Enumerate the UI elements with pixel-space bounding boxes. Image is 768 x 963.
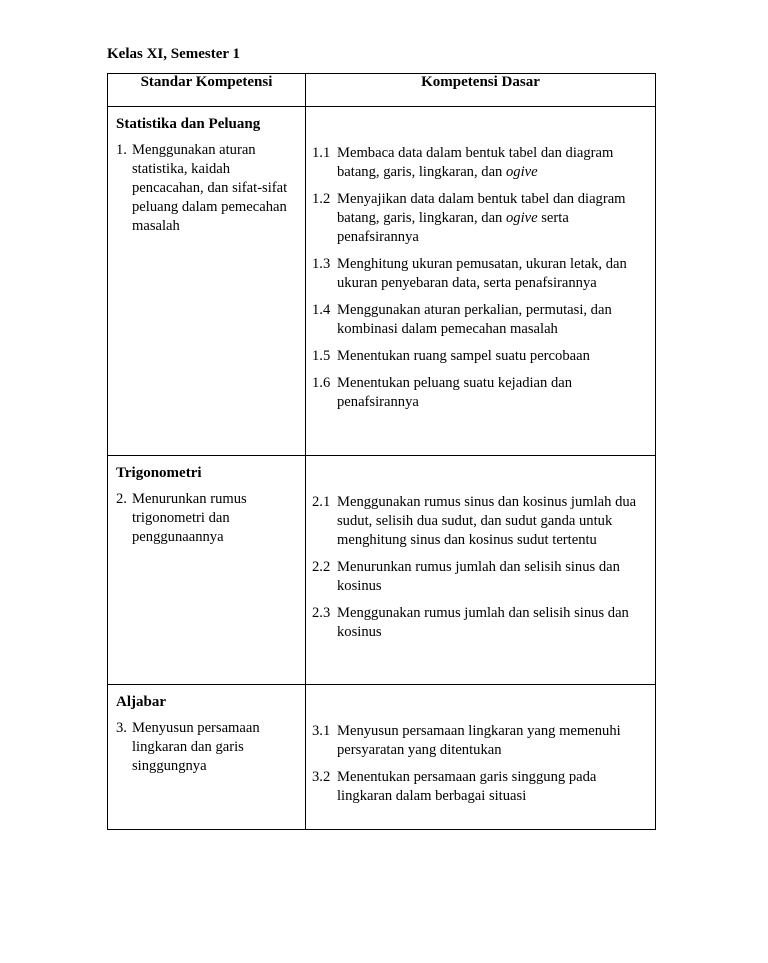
standar-number: 2. bbox=[116, 491, 127, 507]
kd-text-main: Membaca data dalam bentuk tabel dan diagram batang, garis, lingkaran, dan bbox=[337, 145, 614, 180]
kd-text bbox=[337, 190, 649, 247]
kd-text-italic: ogive bbox=[506, 210, 538, 226]
standar-item bbox=[116, 719, 305, 776]
kd-text: Menggunakan rumus sinus dan kosinus jumlah dua sudut, selisih dua sudut, dan sudut ganda untuk menghitung sinus dan kosinus sudut tertentu bbox=[337, 494, 637, 548]
section-title: Statistika dan Peluang bbox=[116, 116, 261, 132]
kd-text-after: serta penafsirannya bbox=[337, 210, 569, 245]
page-heading: Kelas XI, Semester 1 bbox=[107, 46, 241, 62]
kd-item bbox=[312, 190, 649, 247]
header-row bbox=[108, 74, 656, 107]
kd-number: 3.1 bbox=[312, 723, 331, 739]
standar-item bbox=[116, 490, 305, 547]
competency-table bbox=[107, 73, 656, 830]
dasar-cell bbox=[306, 456, 656, 685]
kd-number: 3.2 bbox=[312, 769, 331, 785]
kd-item bbox=[312, 558, 649, 596]
standar-cell bbox=[108, 456, 306, 685]
standar-number: 1. bbox=[116, 142, 127, 158]
kd-item bbox=[312, 722, 649, 760]
standar-text: Menggunakan aturan statistika, kaidah pencacahan, dan sifat-sifat peluang dalam pemecahan masalah bbox=[132, 142, 288, 234]
kd-item bbox=[312, 493, 649, 550]
kd-item bbox=[312, 768, 649, 806]
kd-number: 1.6 bbox=[312, 375, 331, 391]
kd-item bbox=[312, 144, 649, 182]
kd-text: Menentukan peluang suatu kejadian dan penafsirannya bbox=[337, 375, 573, 410]
kd-text bbox=[337, 144, 649, 182]
kd-number: 1.5 bbox=[312, 348, 331, 364]
standar-text: Menyusun persamaan lingkaran dan garis singgungnya bbox=[132, 720, 260, 774]
kd-text-italic: ogive bbox=[506, 164, 538, 180]
kd-item bbox=[312, 604, 649, 642]
kd-text: Menyusun persamaan lingkaran yang memenuhi persyaratan yang ditentukan bbox=[337, 723, 621, 758]
kd-number: 1.4 bbox=[312, 302, 331, 318]
section-row-trigonometri bbox=[108, 456, 656, 685]
standar-cell bbox=[108, 107, 306, 456]
kd-item bbox=[312, 347, 649, 366]
kd-item bbox=[312, 301, 649, 339]
kd-number: 2.3 bbox=[312, 605, 331, 621]
standar-item bbox=[116, 141, 305, 236]
kd-text: Menentukan persamaan garis singgung pada lingkaran dalam berbagai situasi bbox=[337, 769, 597, 804]
kd-number: 2.1 bbox=[312, 494, 331, 510]
kd-number: 2.2 bbox=[312, 559, 331, 575]
kd-text: Menghitung ukuran pemusatan, ukuran letak, dan ukuran penyebaran data, serta penafsirannya bbox=[337, 256, 627, 291]
kd-text: Menentukan ruang sampel suatu percobaan bbox=[337, 348, 590, 364]
kd-item bbox=[312, 374, 649, 412]
kd-text: Menggunakan aturan perkalian, permutasi, dan kombinasi dalam pemecahan masalah bbox=[337, 302, 612, 337]
kd-text-main: Menyajikan data dalam bentuk tabel dan diagram batang, garis, lingkaran, dan bbox=[337, 191, 626, 226]
kd-number: 1.2 bbox=[312, 191, 331, 207]
kd-number: 1.1 bbox=[312, 145, 331, 161]
dasar-cell bbox=[306, 107, 656, 456]
kd-item bbox=[312, 255, 649, 293]
standar-number: 3. bbox=[116, 720, 127, 736]
standar-text: Menurunkan rumus trigonometri dan penggunaannya bbox=[132, 491, 247, 545]
kd-text: Menurunkan rumus jumlah dan selisih sinus dan kosinus bbox=[337, 559, 620, 594]
section-title: Trigonometri bbox=[116, 465, 202, 481]
standar-cell bbox=[108, 685, 306, 830]
section-row-aljabar bbox=[108, 685, 656, 830]
kd-number: 1.3 bbox=[312, 256, 331, 272]
header-kompetensi-dasar: Kompetensi Dasar bbox=[306, 74, 656, 107]
dasar-cell bbox=[306, 685, 656, 830]
header-standar-kompetensi: Standar Kompetensi bbox=[108, 74, 306, 107]
section-row-statistika bbox=[108, 107, 656, 456]
section-title: Aljabar bbox=[116, 694, 166, 710]
kd-text: Menggunakan rumus jumlah dan selisih sinus dan kosinus bbox=[337, 605, 629, 640]
